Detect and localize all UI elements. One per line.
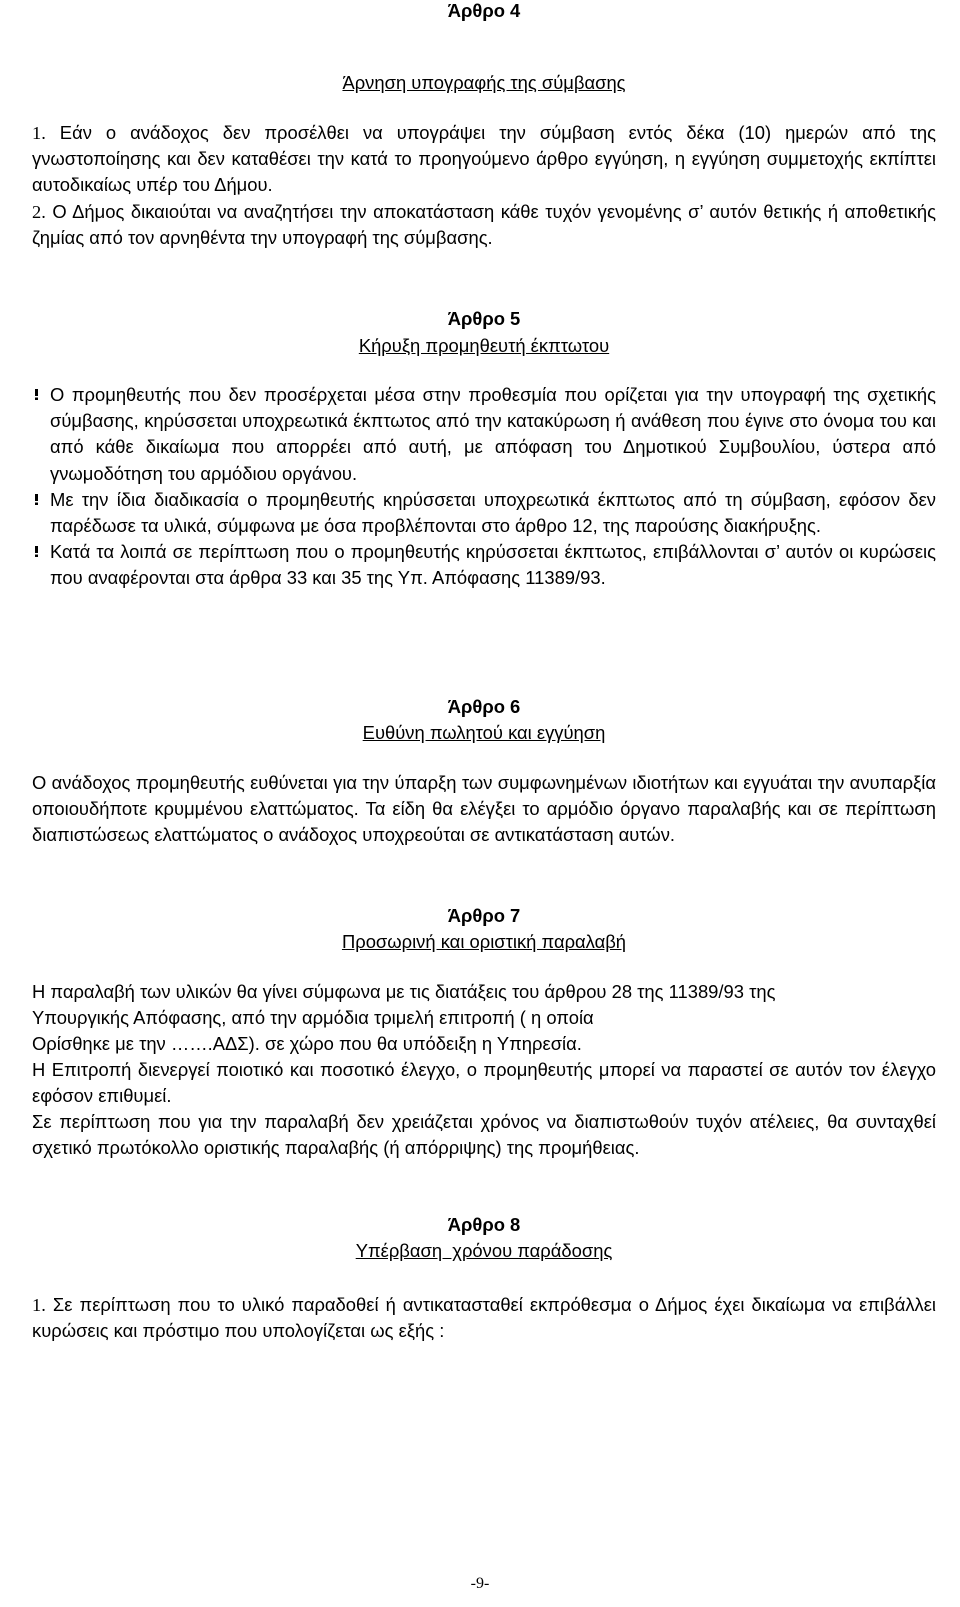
article-5-title: Άρθρο 5 bbox=[447, 308, 521, 329]
bullet-icon bbox=[32, 546, 41, 557]
article-4-item-1 bbox=[32, 120, 936, 199]
list-item: Ο προμηθευτής που δεν προσέρχεται μέσα στην προθεσμία που ορίζεται για την υπογραφή της σχετικής σύμβασης, κηρύσσεται υποχρεωτικά έκπτωτος από την κατακύρωση ή ανάθεση που έγινε στο όνομα του και από κάθε δικαίωμα που απορρέει από αυτή, με απόφαση του Δημοτικού Συμβουλίου, ύστερα από γνωμοδότηση του αρμόδιου οργάνου. bbox=[50, 382, 936, 487]
paragraph-line: Η παραλαβή των υλικών θα γίνει σύμφωνα με τις διατάξεις του άρθρου 28 της 11389/93 της bbox=[32, 981, 776, 1002]
item-text: Εάν ο ανάδοχος δεν προσέλθει να υπογράψει την σύμβαση εντός δέκα (10) ημερών από της γνωστοποίησης και δεν καταθέσει την κατά το προηγούμενο άρθρο εγγύηση, η εγγύηση συμμετοχής εκπίπτει αυτοδικαίως υπέρ του Δήμου. bbox=[32, 122, 936, 196]
article-5-bullet-list bbox=[50, 382, 936, 592]
article-4-subtitle: Άρνηση υπογραφής της σύμβασης bbox=[342, 72, 626, 93]
article-8-subtitle: Υπέρβαση χρόνου παράδοσης bbox=[355, 1240, 613, 1261]
article-7-title: Άρθρο 7 bbox=[447, 905, 521, 926]
article-5-subtitle: Κήρυξη προμηθευτή έκπτωτου bbox=[358, 335, 610, 356]
bullet-icon bbox=[32, 389, 41, 400]
article-8-title: Άρθρο 8 bbox=[447, 1214, 521, 1235]
paragraph-line: Ορίσθηκε με την …….ΑΔΣ). σε χώρο που θα υπόδειξη η Υπηρεσία. bbox=[32, 1033, 582, 1055]
article-8-item-1 bbox=[32, 1292, 936, 1344]
article-4-item-2 bbox=[32, 199, 936, 251]
article-6-paragraph: Ο ανάδοχος προμηθευτής ευθύνεται για την ύπαρξη των συμφωνημένων ιδιοτήτων και εγγυάται την ανυπαρξία οποιουδήποτε κρυμμένου ελαττώματος. Τα είδη θα ελέγξει το αρμόδιο όργανο παραλαβής και σε περίπτωση διαπιστώσεως ελαττώματος ο ανάδοχος υποχρεούται σε αντικατάσταση αυτών. bbox=[32, 772, 936, 846]
article-7-paragraph-1 bbox=[32, 979, 936, 1058]
list-item: Κατά τα λοιπά σε περίπτωση που ο προμηθευτής κηρύσσεται έκπτωτος, επιβάλλονται σ’ αυτόν οι κυρώσεις που αναφέρονται στα άρθρα 33 και 35 της Υπ. Απόφασης 11389/93. bbox=[50, 539, 936, 591]
paragraph-line: Υπουργικής Απόφασης, από την αρμόδια τριμελή επιτροπή ( η οποία bbox=[32, 1007, 594, 1029]
item-text: Ο Δήμος δικαιούται να αναζητήσει την αποκατάσταση κάθε τυχόν γενομένης σ’ αυτόν θετικής ή αποθετικής ζημίας από τον αρνηθέντα την υπογραφή της σύμβασης. bbox=[32, 201, 936, 249]
item-number: 1. bbox=[32, 1295, 46, 1315]
bullet-icon bbox=[32, 494, 41, 505]
article-7-paragraph-2: Η Επιτροπή διενεργεί ποιοτικό και ποσοτικό έλεγχο, ο προμηθευτής μπορεί να παραστεί σε αυτόν τον έλεγχο εφόσον επιθυμεί. bbox=[32, 1059, 936, 1107]
list-item: Με την ίδια διαδικασία ο προμηθευτής κηρύσσεται υποχρεωτικά έκπτωτος από τη σύμβαση, εφόσον δεν παρέδωσε τα υλικά, σύμφωνα με όσα προβλέπονται στο άρθρο 12, της παρούσης διακήρυξης. bbox=[50, 487, 936, 539]
article-6-title: Άρθρο 6 bbox=[447, 696, 521, 717]
item-text: Σε περίπτωση που το υλικό παραδοθεί ή αντικατασταθεί εκπρόθεσμα ο Δήμος έχει δικαίωμα να επιβάλλει κυρώσεις και πρόστιμο που υπολογίζεται ως εξής : bbox=[32, 1294, 936, 1342]
item-number: 1. bbox=[32, 123, 46, 143]
article-7-paragraph-3: Σε περίπτωση που για την παραλαβή δεν χρειάζεται χρόνος να διαπιστωθούν τυχόν ατέλειες, θα συνταχθεί σχετικό πρωτόκολλο οριστικής παραλαβής (ή απόρριψης) της προμήθειας. bbox=[32, 1111, 936, 1159]
article-6-subtitle: Ευθύνη πωλητού και εγγύηση bbox=[362, 722, 606, 743]
item-number: 2. bbox=[32, 202, 46, 222]
page-number: -9- bbox=[470, 1575, 490, 1592]
article-4-title: Άρθρο 4 bbox=[447, 0, 521, 21]
article-7-subtitle: Προσωρινή και οριστική παραλαβή bbox=[341, 931, 627, 952]
